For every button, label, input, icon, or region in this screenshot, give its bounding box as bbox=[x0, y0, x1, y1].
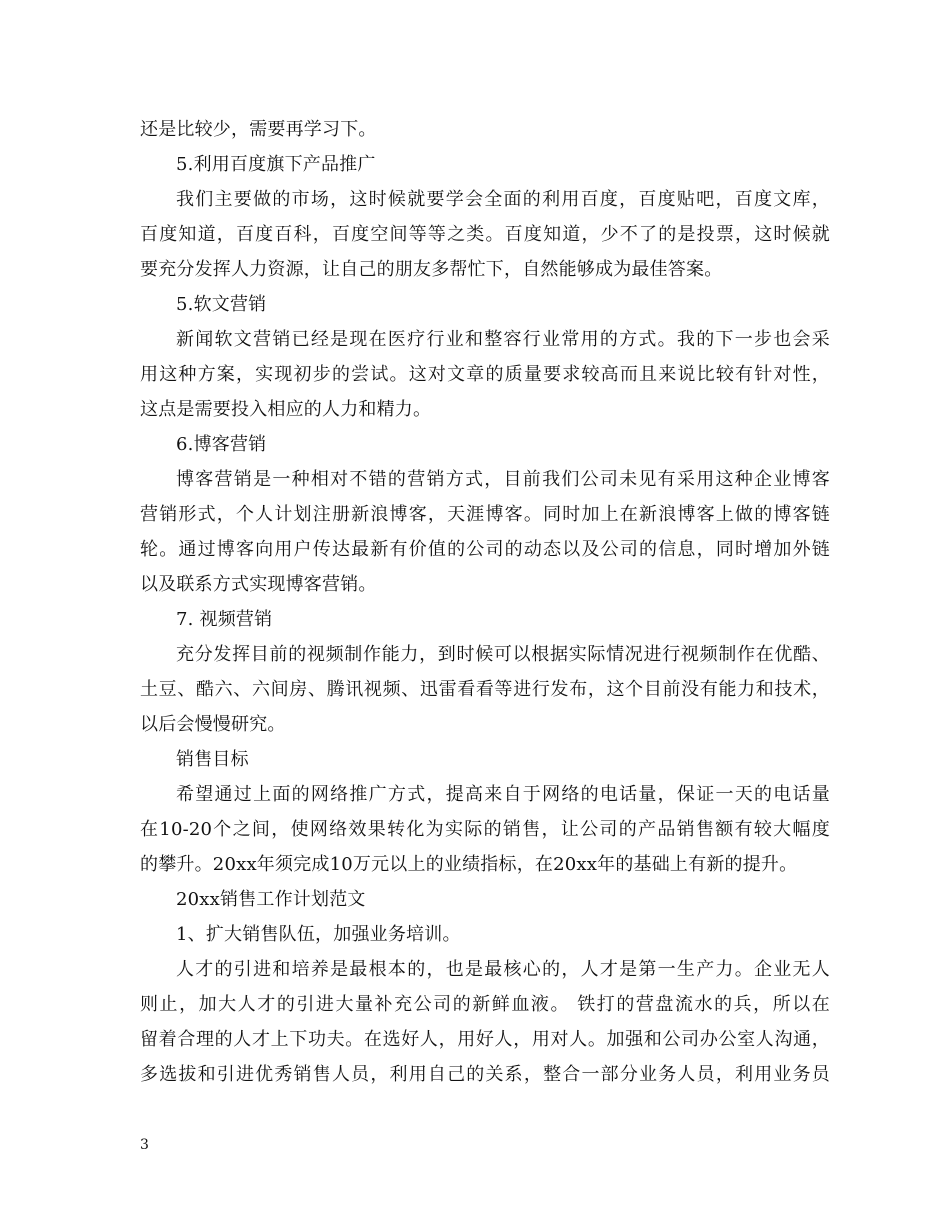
text-line: 百度知道，百度百科，百度空间等等之类。百度知道，少不了的是投票，这时候就 bbox=[140, 224, 830, 245]
section-heading-work-plan: 20xx销售工作计划范文 bbox=[176, 889, 366, 910]
text-line: 多选拔和引进优秀销售人员，利用自己的关系，整合一部分业务人员，利用业务员 bbox=[140, 1064, 830, 1085]
text-line: 轮。通过博客向用户传达最新有价值的公司的动态以及公司的信息，同时增加外链 bbox=[140, 539, 830, 560]
text-line: 用这种方案，实现初步的尝试。这对文章的质量要求较高而且来说比较有针对性， bbox=[140, 364, 830, 385]
text-line: 还是比较少，需要再学习下。 bbox=[140, 119, 377, 140]
section-heading-expand-team: 1、扩大销售队伍，加强业务培训。 bbox=[176, 924, 461, 945]
text-line: 博客营销是一种相对不错的营销方式，目前我们公司未见有采用这种企业博客 bbox=[176, 469, 830, 490]
section-heading-blog: 6.博客营销 bbox=[176, 434, 267, 455]
text-line: 营销形式，个人计划注册新浪博客，天涯博客。同时加上在新浪博客上做的博客链 bbox=[140, 504, 830, 525]
text-line: 我们主要做的市场，这时候就要学会全面的利用百度，百度贴吧，百度文库， bbox=[176, 189, 830, 210]
section-heading-sales-target: 销售目标 bbox=[176, 749, 249, 770]
text-line: 以后会慢慢研究。 bbox=[140, 714, 286, 735]
text-line: 希望通过上面的网络推广方式，提高来自于网络的电话量，保证一天的电话量 bbox=[176, 784, 830, 805]
text-line: 要充分发挥人力资源，让自己的朋友多帮忙下，自然能够成为最佳答案。 bbox=[140, 259, 723, 280]
page-number: 3 bbox=[140, 1137, 149, 1153]
text-line: 土豆、酷六、六间房、腾讯视频、迅雷看看等进行发布，这个目前没有能力和技术， bbox=[140, 679, 830, 700]
text-line: 的攀升。20xx年须完成10万元以上的业绩指标，在20xx年的基础上有新的提升。 bbox=[140, 854, 798, 875]
text-line: 在10-20个之间，使网络效果转化为实际的销售，让公司的产品销售额有较大幅度 bbox=[140, 819, 830, 840]
section-heading-soft-article: 5.软文营销 bbox=[176, 294, 267, 315]
text-line: 以及联系方式实现博客营销。 bbox=[140, 574, 377, 595]
section-heading-video: 7. 视频营销 bbox=[176, 609, 273, 630]
text-line: 充分发挥目前的视频制作能力，到时候可以根据实际情况进行视频制作在优酷、 bbox=[176, 644, 830, 665]
text-line: 留着合理的人才上下功夫。在选好人，用好人，用对人。加强和公司办公室人沟通， bbox=[140, 1029, 830, 1050]
text-line: 则止，加大人才的引进大量补充公司的新鲜血液。 铁打的营盘流水的兵，所以在 bbox=[140, 994, 830, 1015]
text-line: 这点是需要投入相应的人力和精力。 bbox=[140, 399, 432, 420]
text-line: 新闻软文营销已经是现在医疗行业和整容行业常用的方式。我的下一步也会采 bbox=[176, 329, 830, 350]
text-line: 人才的引进和培养是最根本的，也是最核心的，人才是第一生产力。企业无人 bbox=[176, 959, 830, 980]
section-heading-baidu: 5.利用百度旗下产品推广 bbox=[176, 154, 376, 175]
